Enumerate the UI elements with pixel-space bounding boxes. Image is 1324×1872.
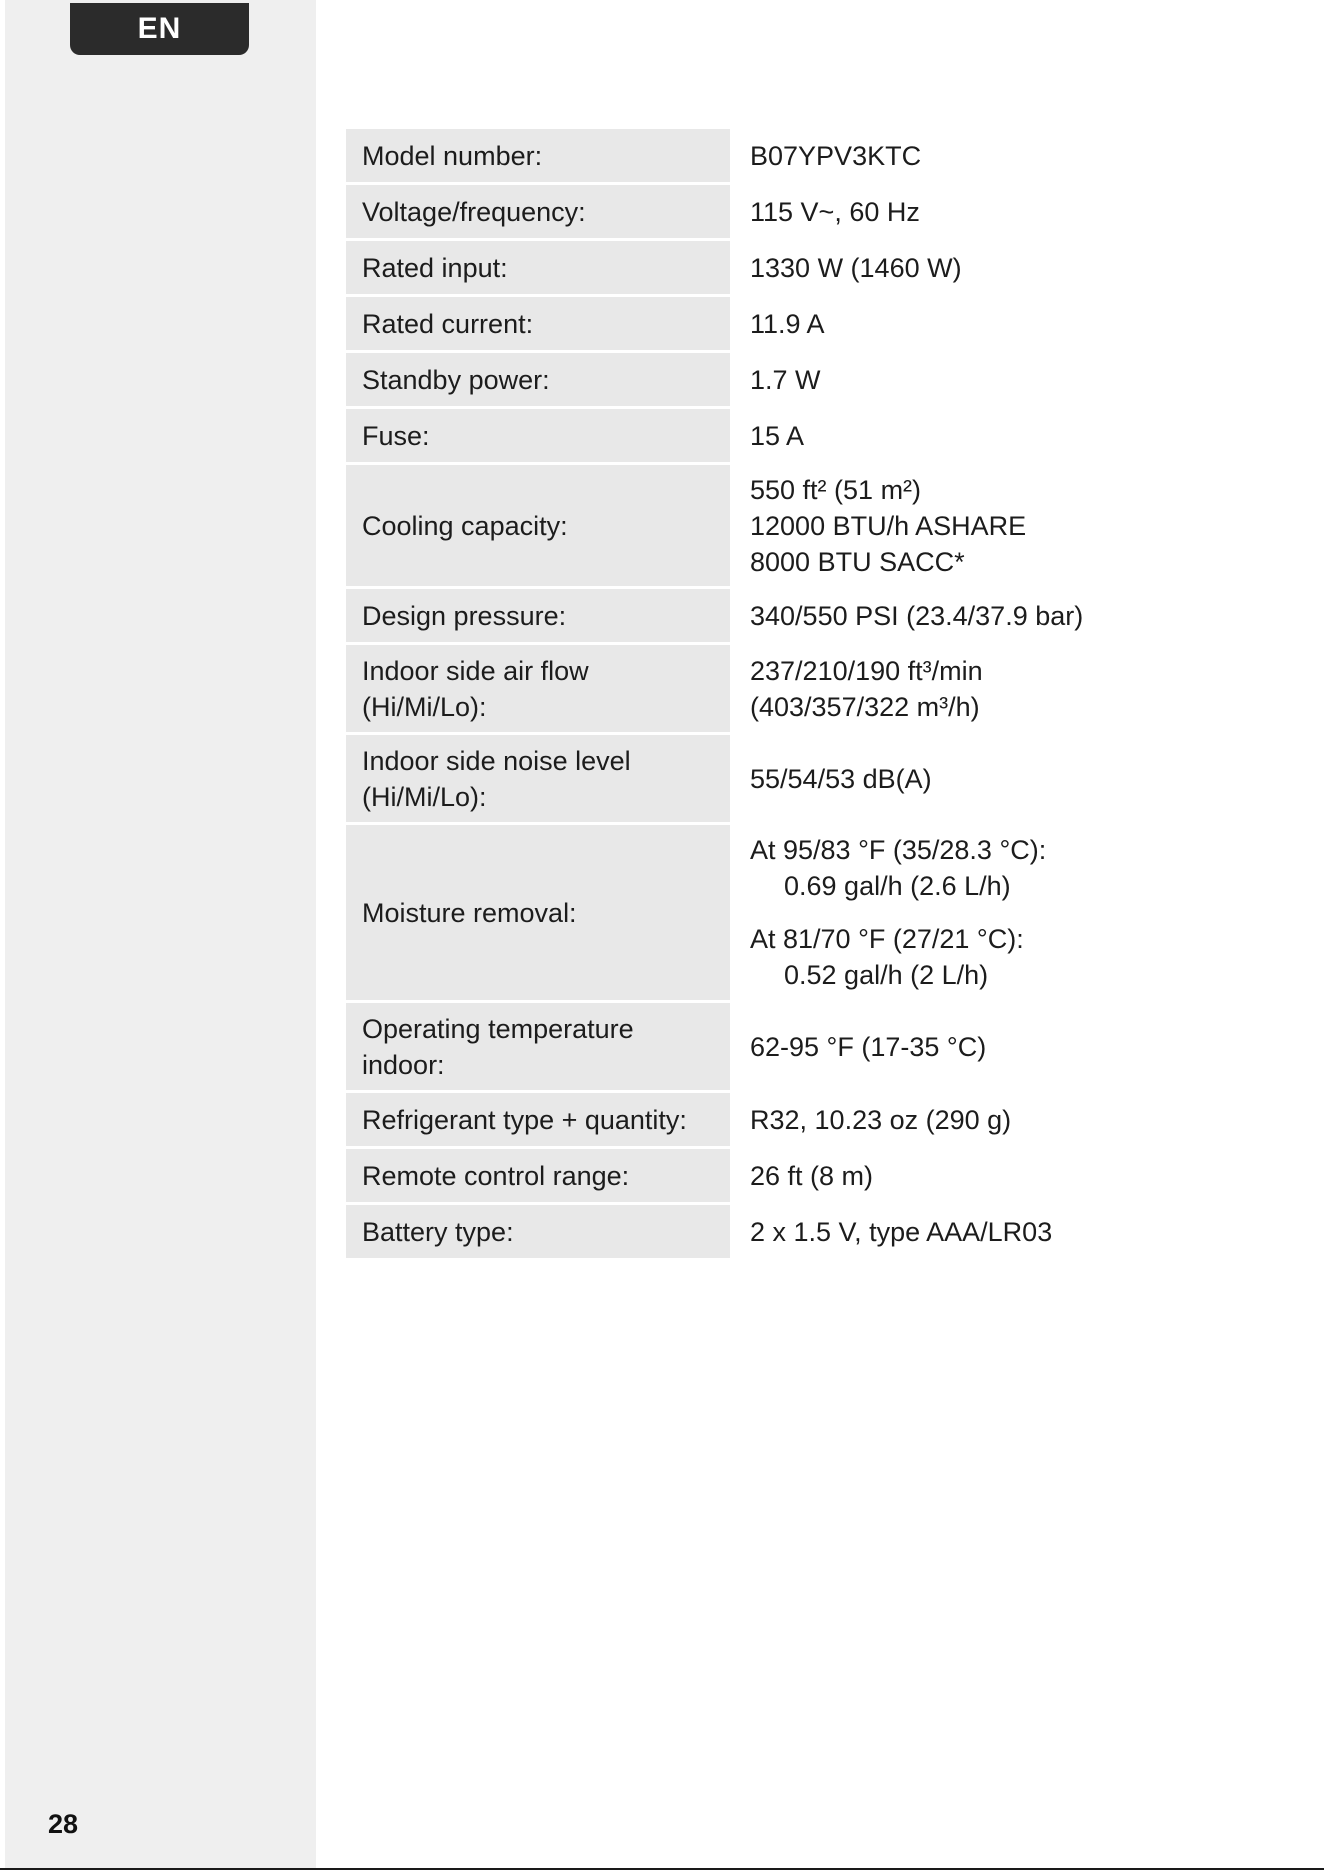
spec-label: Moisture removal: — [346, 825, 730, 1000]
spec-label: Cooling capacity: — [346, 465, 730, 586]
spec-value-line: 550 ft² (51 m²) — [750, 474, 922, 505]
spec-row-moisture — [346, 825, 1106, 1000]
spec-label: Design pressure: — [346, 589, 730, 642]
spec-value: R32, 10.23 oz (290 g) — [750, 1104, 1012, 1135]
sidebar-band — [5, 0, 316, 1868]
spec-value: 55/54/53 dB(A) — [750, 763, 932, 794]
spec-value: 340/550 PSI (23.4/37.9 bar) — [750, 600, 1084, 631]
spec-value: 1.7 W — [750, 364, 821, 395]
spec-label: Model number: — [346, 129, 730, 182]
spec-value-line: At 81/70 °F (27/21 °C): — [750, 924, 1024, 954]
spec-row-refrigerant — [346, 1093, 1106, 1146]
spec-label: Voltage/frequency: — [346, 185, 730, 238]
spec-value: B07YPV3KTC — [750, 140, 922, 171]
spec-value: 2 x 1.5 V, type AAA/LR03 — [750, 1216, 1053, 1247]
spec-row-op-temp — [346, 1003, 1106, 1090]
spec-row-noise — [346, 735, 1106, 822]
spec-row-fuse — [346, 409, 1106, 462]
spec-label-line: indoor: — [362, 1049, 445, 1080]
spec-row-cooling — [346, 465, 1106, 586]
spec-label: Battery type: — [346, 1205, 730, 1258]
page-number: 28 — [48, 1809, 79, 1839]
spec-value: 15 A — [750, 420, 805, 451]
spec-row-model — [346, 129, 1106, 182]
spec-label-line: (Hi/Mi/Lo): — [362, 781, 487, 812]
spec-value: 1330 W (1460 W) — [750, 252, 962, 283]
spec-row-rated-input — [346, 241, 1106, 294]
spec-row-rated-current — [346, 297, 1106, 350]
spec-label-line: (Hi/Mi/Lo): — [362, 691, 487, 722]
spec-label: Fuse: — [346, 409, 730, 462]
spec-table — [346, 129, 1106, 1261]
spec-value-line: 0.52 gal/h (2 L/h) — [784, 960, 989, 990]
spec-label: Rated input: — [346, 241, 730, 294]
spec-row-pressure — [346, 589, 1106, 642]
bottom-rule — [0, 1868, 1324, 1870]
spec-label-line: Indoor side noise level — [362, 745, 631, 776]
spec-value-line: 12000 BTU/h ASHARE — [750, 510, 1027, 541]
spec-label-line: Indoor side air flow — [362, 655, 589, 686]
spec-label: Refrigerant type + quantity: — [346, 1093, 730, 1146]
spec-row-standby — [346, 353, 1106, 406]
spec-row-airflow — [346, 645, 1106, 732]
spec-value-line: 8000 BTU SACC* — [750, 546, 965, 577]
spec-value-line: 0.69 gal/h (2.6 L/h) — [784, 871, 1011, 901]
language-tab: EN — [70, 3, 249, 55]
spec-value-line: At 95/83 °F (35/28.3 °C): — [750, 835, 1047, 865]
spec-label-line: Operating temperature — [362, 1013, 634, 1044]
spec-label: Remote control range: — [346, 1149, 730, 1202]
spec-row-voltage — [346, 185, 1106, 238]
spec-label: Standby power: — [346, 353, 730, 406]
spec-label: Rated current: — [346, 297, 730, 350]
spec-value: 62-95 °F (17-35 °C) — [750, 1031, 987, 1062]
spec-value: 11.9 A — [750, 308, 825, 339]
spec-value-line: 237/210/190 ft³/min — [750, 655, 983, 686]
spec-row-battery — [346, 1205, 1106, 1258]
spec-value: 115 V~, 60 Hz — [750, 196, 920, 227]
spec-value-line: (403/357/322 m³/h) — [750, 691, 980, 722]
spec-row-remote-range — [346, 1149, 1106, 1202]
spec-value: 26 ft (8 m) — [750, 1160, 874, 1191]
